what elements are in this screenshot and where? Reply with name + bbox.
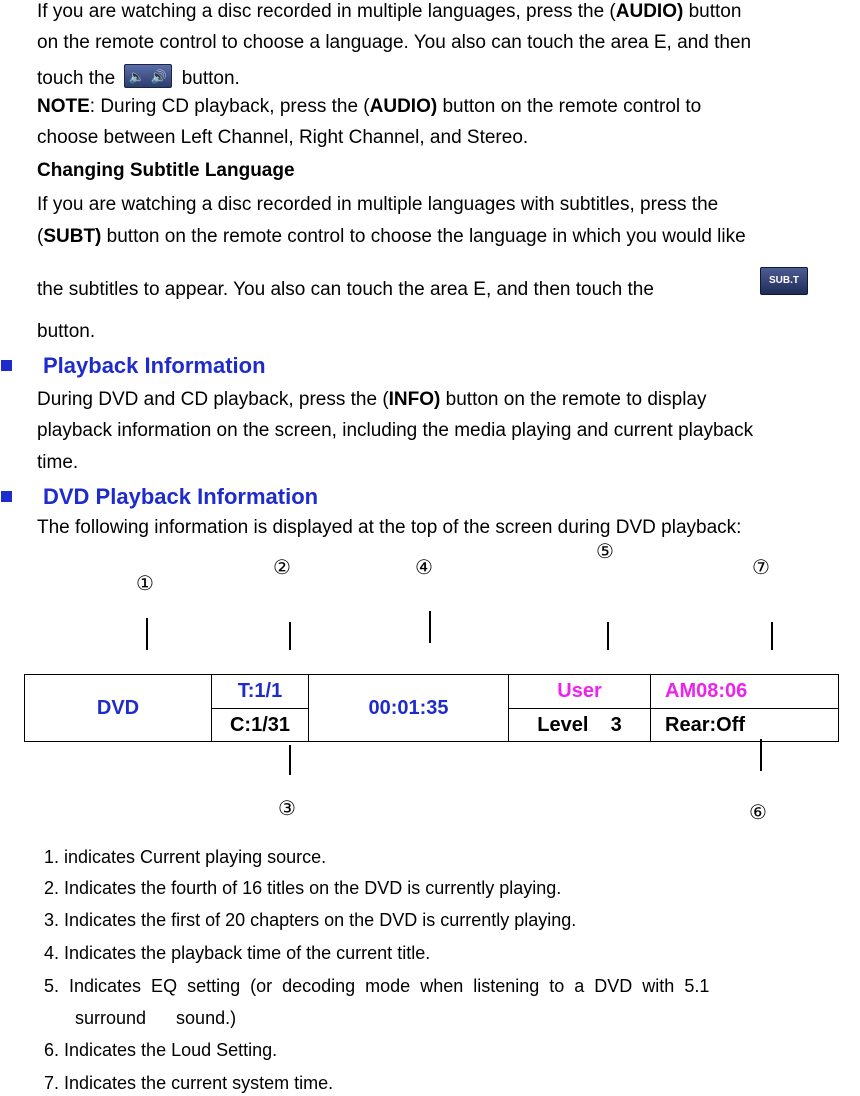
section-title: DVD Playback Information: [43, 484, 319, 509]
text: (: [37, 226, 44, 247]
marker-6: ⑥: [749, 800, 767, 824]
chapter-cell: C:1/31: [212, 708, 309, 742]
audio-button-label: AUDIO): [369, 96, 438, 117]
text: playback information on the screen, including the media playing and current playback: [37, 420, 754, 441]
rear-cell: Rear:Off: [651, 708, 839, 742]
text: the subtitles to appear. You also can touch the area E, and then touch the: [37, 279, 654, 300]
section-playback-information: [0, 354, 400, 378]
info-button-label: INFO): [388, 389, 441, 410]
subtitle-line-3: [37, 279, 654, 301]
pointer-line-1: [146, 618, 148, 650]
text: : During CD playback, press the (: [89, 96, 370, 117]
playback-line-2: [37, 420, 753, 442]
level-cell: Level 3: [509, 708, 651, 742]
marker-1: ①: [136, 571, 154, 595]
text: time.: [37, 452, 79, 473]
dvd-info-osd-table: [24, 674, 839, 742]
pointer-line-7: [771, 622, 773, 650]
text: The following information is displayed at the top of the screen during DVD playback:: [37, 517, 742, 538]
source-cell: DVD: [25, 675, 212, 742]
list-item: 5. Indicates EQ setting (or decoding mode when listening to a DVD with 5.1: [44, 976, 710, 996]
pointer-line-4: [429, 611, 431, 643]
subtitle-line-4: [37, 321, 95, 343]
text: button.: [37, 321, 96, 342]
text: button on the remote control to: [437, 96, 702, 117]
marker-2: ②: [273, 555, 291, 579]
audio-speaker-icon: 🔈 🔊: [124, 64, 172, 88]
marker-7: ⑦: [752, 555, 770, 579]
list-item: 2. Indicates the fourth of 16 titles on the DVD is currently playing.: [44, 878, 562, 898]
list-item: 3. Indicates the first of 20 chapters on the DVD is currently playing.: [44, 910, 577, 930]
dvd-info-intro: [37, 517, 741, 539]
time-cell: 00:01:35: [309, 675, 509, 742]
note-line-2: [37, 127, 528, 149]
list-item: 4. Indicates the playback time of the current title.: [44, 943, 431, 963]
marker-4: ④: [415, 555, 433, 579]
bullet-square-icon: [1, 491, 12, 502]
text: button: [683, 1, 742, 22]
text: During DVD and CD playback, press the (: [37, 389, 389, 410]
text: button on the remote to display: [440, 389, 707, 410]
text: on the remote control to choose a language. You also can touch the area E, and then: [37, 32, 752, 53]
note-line-1: [37, 96, 701, 118]
marker-5: ⑤: [596, 539, 614, 563]
list-item: surround sound.): [75, 1008, 237, 1028]
title-cell: T:1/1: [212, 675, 309, 709]
clock-cell: AM08:06: [651, 675, 839, 709]
pointer-line-5: [607, 622, 609, 650]
subtitle-line-1: [37, 194, 718, 216]
subt-button-label: SUBT): [43, 226, 102, 247]
text: If you are watching a disc recorded in multiple languages, press the (: [37, 1, 616, 22]
playback-line-1: [37, 389, 707, 411]
list-item: 6. Indicates the Loud Setting.: [44, 1040, 278, 1060]
text: touch the: [37, 68, 116, 89]
subtitle-line-2: [37, 226, 746, 248]
audio-paragraph-line-3: [37, 64, 240, 90]
eq-cell: User: [509, 675, 651, 709]
list-item: 7. Indicates the current system time.: [44, 1073, 334, 1093]
audio-button-label: AUDIO): [615, 1, 684, 22]
pointer-line-2: [289, 622, 291, 650]
text: button on the remote control to choose the language in which you would like: [101, 226, 746, 247]
text: If you are watching a disc recorded in multiple languages with subtitles, press the: [37, 194, 719, 215]
audio-paragraph-line-2: [37, 32, 751, 54]
subtitle-heading: Changing Subtitle Language: [37, 160, 295, 181]
marker-3: ③: [278, 796, 296, 820]
playback-line-3: [37, 452, 78, 474]
section-dvd-playback-information: [0, 485, 400, 509]
note-label: NOTE: [37, 96, 90, 117]
bullet-square-icon: [1, 360, 12, 371]
text: choose between Left Channel, Right Channel, and Stereo.: [37, 127, 529, 148]
pointer-line-6: [760, 739, 762, 771]
list-item: 1. indicates Current playing source.: [44, 847, 327, 867]
pointer-line-3: [289, 745, 291, 775]
audio-paragraph-line-1: [37, 1, 741, 23]
text: button.: [176, 68, 240, 89]
section-title: Playback Information: [43, 353, 266, 378]
subtitle-icon: SUB.T: [760, 267, 808, 295]
